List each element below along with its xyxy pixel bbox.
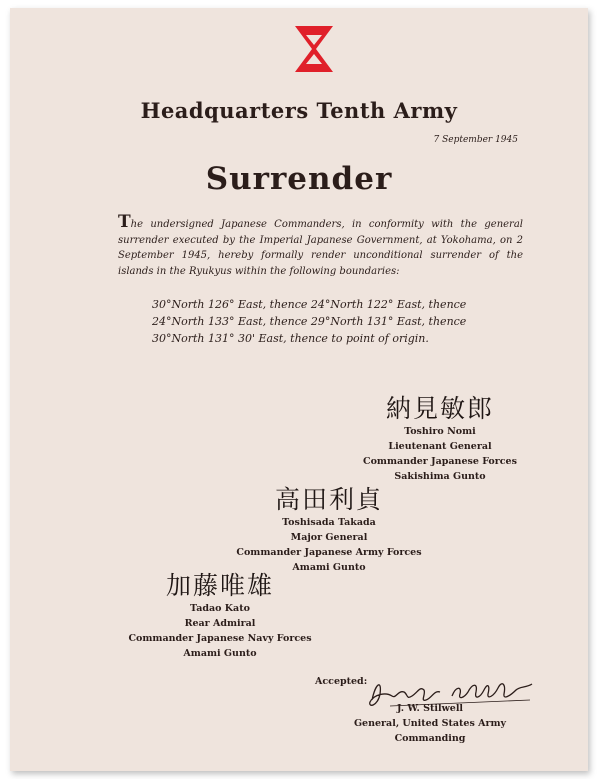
signatory-title: Commander Japanese Army Forces [236, 547, 422, 558]
surrender-body-text [118, 212, 523, 279]
signatory-rank: Major General [290, 532, 368, 543]
surrender-document [10, 8, 588, 771]
headquarters-title: Headquarters Tenth Army [140, 98, 458, 123]
document-title: Surrender [205, 161, 393, 197]
signatory-title: Commander Japanese Forces [363, 456, 517, 467]
signatory-rank: Lieutenant General [388, 441, 492, 452]
signatory-nomi [340, 394, 540, 484]
signatory-title: Commander Japanese Navy Forces [128, 633, 312, 644]
dropcap-letter: T [118, 212, 131, 232]
tenth-army-hourglass-icon [293, 24, 335, 74]
boundary-line: 30°North 126° East, thence 24°North 122° East, thence [152, 298, 467, 311]
signatory-rank: Rear Admiral [184, 618, 256, 629]
boundary-line: 30°North 131° 30' East, thence to point of origin. [152, 332, 429, 345]
signatory-name: Tadao Kato [190, 603, 250, 614]
accepted-label: Accepted: [315, 676, 368, 687]
boundary-line: 24°North 133° East, thence 29°North 131° East, thence [152, 315, 467, 328]
signatory-stilwell [325, 701, 535, 746]
signatory-rank: General, United States Army [353, 718, 507, 729]
signatory-title: Commanding [394, 733, 466, 744]
signatory-area: Amami Gunto [292, 562, 366, 573]
signatory-kato [110, 571, 330, 661]
body-paragraph: he undersigned Japanese Commanders, in conformity with the general surrender executed by the Imperial Japanese Government, at Yokohama, on 2 September 1945, hereby formally render unconditional surrender of the islands in the Ryukyus within the following boundaries: [118, 219, 523, 277]
signatory-takada [224, 485, 434, 575]
signatory-name: Toshiro Nomi [404, 426, 476, 437]
handwritten-signature: 高田利貞 [274, 485, 383, 514]
signatory-area: Amami Gunto [183, 648, 257, 659]
signatory-area: Sakishima Gunto [394, 471, 486, 482]
boundary-coordinates [152, 296, 466, 347]
signatory-name: J. W. Stilwell [396, 703, 464, 714]
signatory-name: Toshisada Takada [282, 517, 376, 528]
document-date: 7 September 1945 [433, 135, 518, 145]
handwritten-signature: 納見敏郎 [385, 394, 494, 423]
handwritten-signature: 加藤唯雄 [165, 571, 274, 600]
